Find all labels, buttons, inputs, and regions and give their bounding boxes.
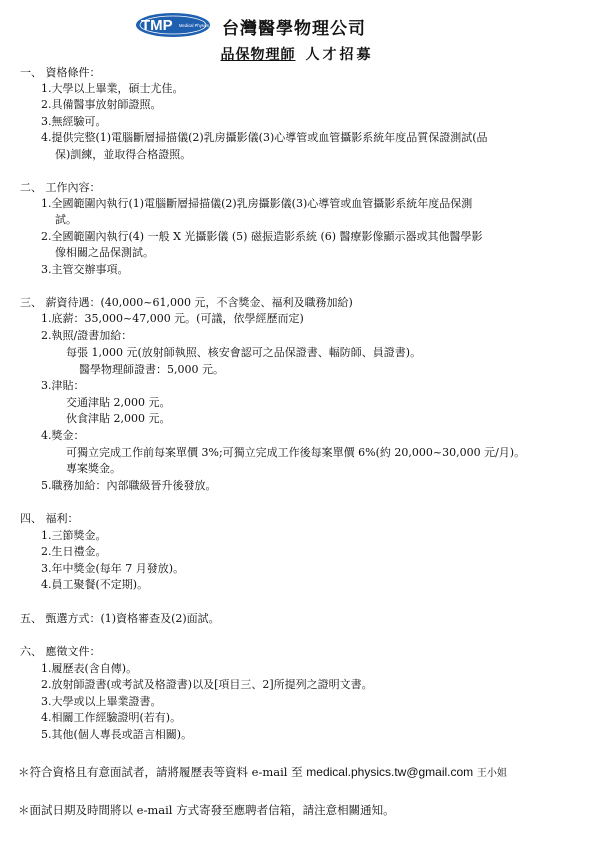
section-heading: 三、 薪資待遇：(40,000~61,000 元，不含獎金、福利及職務加給) — [20, 296, 353, 309]
header — [0, 10, 594, 42]
contact-person: 王小姐 — [476, 768, 507, 779]
list-item: 4.員工聚餐(不定期)。 — [41, 578, 149, 591]
recruit-title: 人才招募 — [305, 47, 374, 63]
list-item: 1.底薪：35,000~47,000 元。(可議，依學經歷而定) — [41, 312, 304, 325]
section-heading: 一、 資格條件： — [20, 66, 101, 79]
svg-text:Medical Physics: Medical Physics — [179, 23, 210, 28]
list-item-continuation: 像相關之品保測試。 — [55, 246, 154, 259]
list-item: 4.提供完整(1)電腦斷層掃描儀(2)乳房攝影儀(3)心導管或血管攝影系統年度品質保證測試(品 — [41, 131, 488, 144]
company-logo — [135, 12, 211, 38]
list-item: 3.大學或以上畢業證書。 — [41, 695, 162, 708]
list-item: 2.放射師證書(或考試及格證書)以及[項目三、2]所提列之證明文書。 — [41, 678, 373, 691]
sub-item: 每張 1,000 元(放射師執照、核安會認可之品保證書、輻防師、員證書)。 — [66, 346, 422, 359]
sub-item: 伙食津貼 2,000 元。 — [66, 412, 171, 425]
list-item: 1.大學以上畢業，碩士尤佳。 — [41, 82, 184, 95]
list-item: 5.其他(個人專長或語言相關)。 — [41, 728, 193, 741]
list-item: 2.生日禮金。 — [41, 545, 107, 558]
application-note — [18, 766, 507, 780]
company-name: 台灣醫學物理公司 — [222, 19, 366, 39]
list-item-continuation: 試。 — [55, 213, 77, 226]
position-title: 品保物理師 — [220, 47, 296, 63]
list-item: 4.相關工作經驗證明(若有)。 — [41, 711, 182, 724]
list-item: 3.津貼： — [41, 379, 85, 392]
list-item: 5.職務加給：內部職級晉升後發放。 — [41, 479, 217, 492]
section-heading: 六、 應徵文件： — [20, 645, 101, 658]
list-item: 1.三節獎金。 — [41, 529, 107, 542]
job-title — [0, 44, 594, 64]
sub-item: 交通津貼 2,000 元。 — [66, 396, 171, 409]
list-item: 3.主管交辦事項。 — [41, 263, 129, 276]
interview-note: ＊面試日期及時間將以 e-mail 方式寄發至應聘者信箱，請注意相關通知。 — [18, 803, 395, 817]
list-item-continuation: 保)訓練，並取得合格證照。 — [55, 148, 192, 161]
svg-text:TMP: TMP — [141, 17, 173, 34]
list-item: 4.獎金： — [41, 429, 85, 442]
contact-email-link[interactable]: medical.physics.tw@gmail.com — [306, 765, 474, 779]
list-item: 2.具備醫事放射師證照。 — [41, 98, 162, 111]
sub-item: 專案獎金。 — [66, 462, 121, 475]
sub-item: 可獨立完成工作前每案單價 3%;可獨立完成工作後每案單價 6%(約 20,000~30,000 元/月)。 — [66, 446, 526, 459]
list-item: 3.年中獎金(每年 7 月發放)。 — [41, 562, 185, 575]
list-item: 2.執照/證書加給： — [41, 329, 133, 342]
list-item: 3.無經驗可。 — [41, 115, 107, 128]
section-heading: 二、 工作內容： — [20, 181, 101, 194]
list-item: 1.履歷表(含自傳)。 — [41, 662, 138, 675]
list-item: 2.全國範圍內執行(4) 一般 X 光攝影儀 (5) 磁振造影系統 (6) 醫療影像顯示器或其他醫學影 — [41, 230, 483, 243]
section-heading: 四、 福利： — [20, 512, 79, 525]
list-item: 1.全國範圍內執行(1)電腦斷層掃描儀(2)乳房攝影儀(3)心導管或血管攝影系統年度品保測 — [41, 197, 473, 210]
application-note-text: ＊符合資格且有意面試者，請將履歷表等資料 e-mail 至 — [18, 765, 303, 779]
section-heading: 五、 甄選方式：(1)資格審查及(2)面試。 — [20, 612, 220, 625]
sub-item: 醫學物理師證書：5,000 元。 — [79, 363, 224, 376]
